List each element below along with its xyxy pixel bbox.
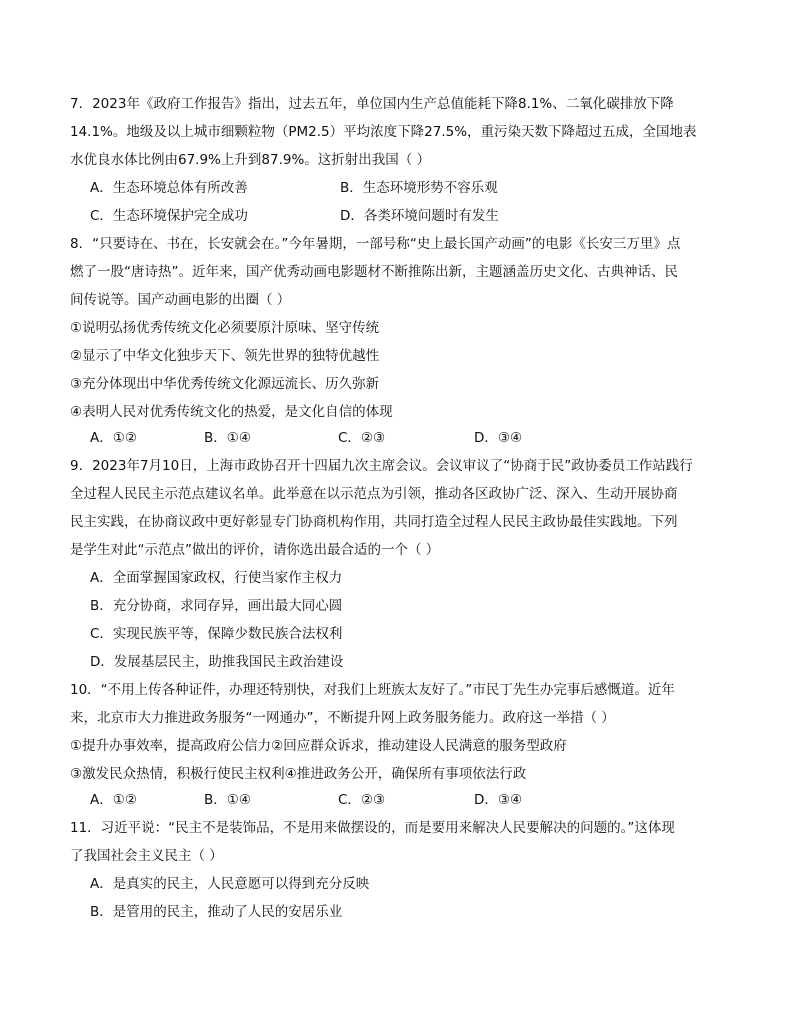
question-7-line-1: 7．2023年《政府工作报告》指出，过去五年，单位国内生产总值能耗下降8.1%、二氧化碳排放下降 bbox=[70, 96, 674, 112]
question-8-option-b[interactable]: B．①④ bbox=[204, 430, 251, 446]
question-8-statement-1: ①说明弘扬优秀传统文化必须要原汁原味、坚守传统 bbox=[70, 320, 380, 336]
question-9-line-2: 全过程人民民主示范点建议名单。此举意在以示范点为引领，推动各区政协广泛、深入、生动开展协商 bbox=[70, 486, 678, 502]
question-7-line-3: 水优良水体比例由67.9%上升到87.9%。这折射出我国（ ） bbox=[70, 152, 431, 168]
question-11-line-1: 11．习近平说：“民主不是装饰品，不是用来做摆设的，而是要用来解决人民要解决的问题的。”这体现 bbox=[70, 820, 675, 836]
question-10-option-c[interactable]: C．②③ bbox=[338, 792, 386, 808]
question-8-option-a[interactable]: A．①② bbox=[90, 430, 137, 446]
question-8-statement-4: ④表明人民对优秀传统文化的热爱，是文化自信的体现 bbox=[70, 404, 393, 420]
question-8-line-1: 8．“只要诗在、书在，长安就会在。”今年暑期，一部号称“史上最长国产动画”的电影《长安三万里》点 bbox=[70, 236, 681, 252]
question-7-option-c[interactable]: C．生态环境保护完全成功 bbox=[90, 208, 248, 224]
question-10-line-1: 10．“不用上传各种证件，办理还特别快，对我们上班族太友好了。”市民丁先生办完事后感慨道。近年 bbox=[70, 682, 675, 698]
question-10-line-2: 来，北京市大力推进政务服务“一网通办”，不断提升网上政务服务能力。政府这一举措（ ） bbox=[70, 710, 615, 726]
question-8-statement-2: ②显示了中华文化独步天下、领先世界的独特优越性 bbox=[70, 348, 380, 364]
question-11-option-b[interactable]: B．是管用的民主，推动了人民的安居乐业 bbox=[90, 904, 343, 920]
question-8-line-2: 燃了一股“唐诗热”。近年来，国产优秀动画电影题材不断推陈出新，主题涵盖历史文化、古典神话、民 bbox=[70, 264, 678, 280]
question-10-option-a[interactable]: A．①② bbox=[90, 792, 137, 808]
question-10-statement-1: ①提升办事效率，提高政府公信力②回应群众诉求，推动建设人民满意的服务型政府 bbox=[70, 738, 567, 754]
question-8-option-c[interactable]: C．②③ bbox=[338, 430, 386, 446]
question-8-line-3: 间传说等。国产动画电影的出圈（ ） bbox=[70, 292, 291, 308]
question-9-option-d[interactable]: D．发展基层民主，助推我国民主政治建设 bbox=[90, 654, 344, 670]
question-9-line-4: 是学生对此“示范点”做出的评价，请你选出最合适的一个（ ） bbox=[70, 542, 440, 558]
question-9-option-b[interactable]: B．充分协商，求同存异，画出最大同心圆 bbox=[90, 598, 343, 614]
question-11-option-a[interactable]: A．是真实的民主，人民意愿可以得到充分反映 bbox=[90, 876, 370, 892]
question-8-statement-3: ③充分体现出中华优秀传统文化源远流长、历久弥新 bbox=[70, 376, 380, 392]
question-7-option-d[interactable]: D．各类环境问题时有发生 bbox=[340, 208, 499, 224]
question-7-option-b[interactable]: B．生态环境形势不容乐观 bbox=[340, 180, 498, 196]
question-9-line-1: 9．2023年7月10日，上海市政协召开十四届九次主席会议。会议审议了“协商于民”政协委员工作站践行 bbox=[70, 458, 693, 474]
question-10-option-b[interactable]: B．①④ bbox=[204, 792, 251, 808]
question-9-line-3: 民主实践，在协商议政中更好彰显专门协商机构作用，共同打造全过程人民民主政协最佳实践地。下列 bbox=[70, 514, 678, 530]
question-8-option-d[interactable]: D．③④ bbox=[474, 430, 523, 446]
question-10-statement-2: ③激发民众热情，积极行使民主权利④推进政务公开，确保所有事项依法行政 bbox=[70, 766, 527, 782]
question-7-line-2: 14.1%。地级及以上城市细颗粒物（PM2.5）平均浓度下降27.5%，重污染天数下降超过五成，全国地表 bbox=[70, 124, 697, 140]
question-9-option-c[interactable]: C．实现民族平等，保障少数民族合法权利 bbox=[90, 626, 343, 642]
question-11-line-2: 了我国社会主义民主（ ） bbox=[70, 848, 223, 864]
question-9-option-a[interactable]: A．全面掌握国家政权，行使当家作主权力 bbox=[90, 570, 343, 586]
question-10-option-d[interactable]: D．③④ bbox=[474, 792, 523, 808]
question-7-option-a[interactable]: A．生态环境总体有所改善 bbox=[90, 180, 248, 196]
